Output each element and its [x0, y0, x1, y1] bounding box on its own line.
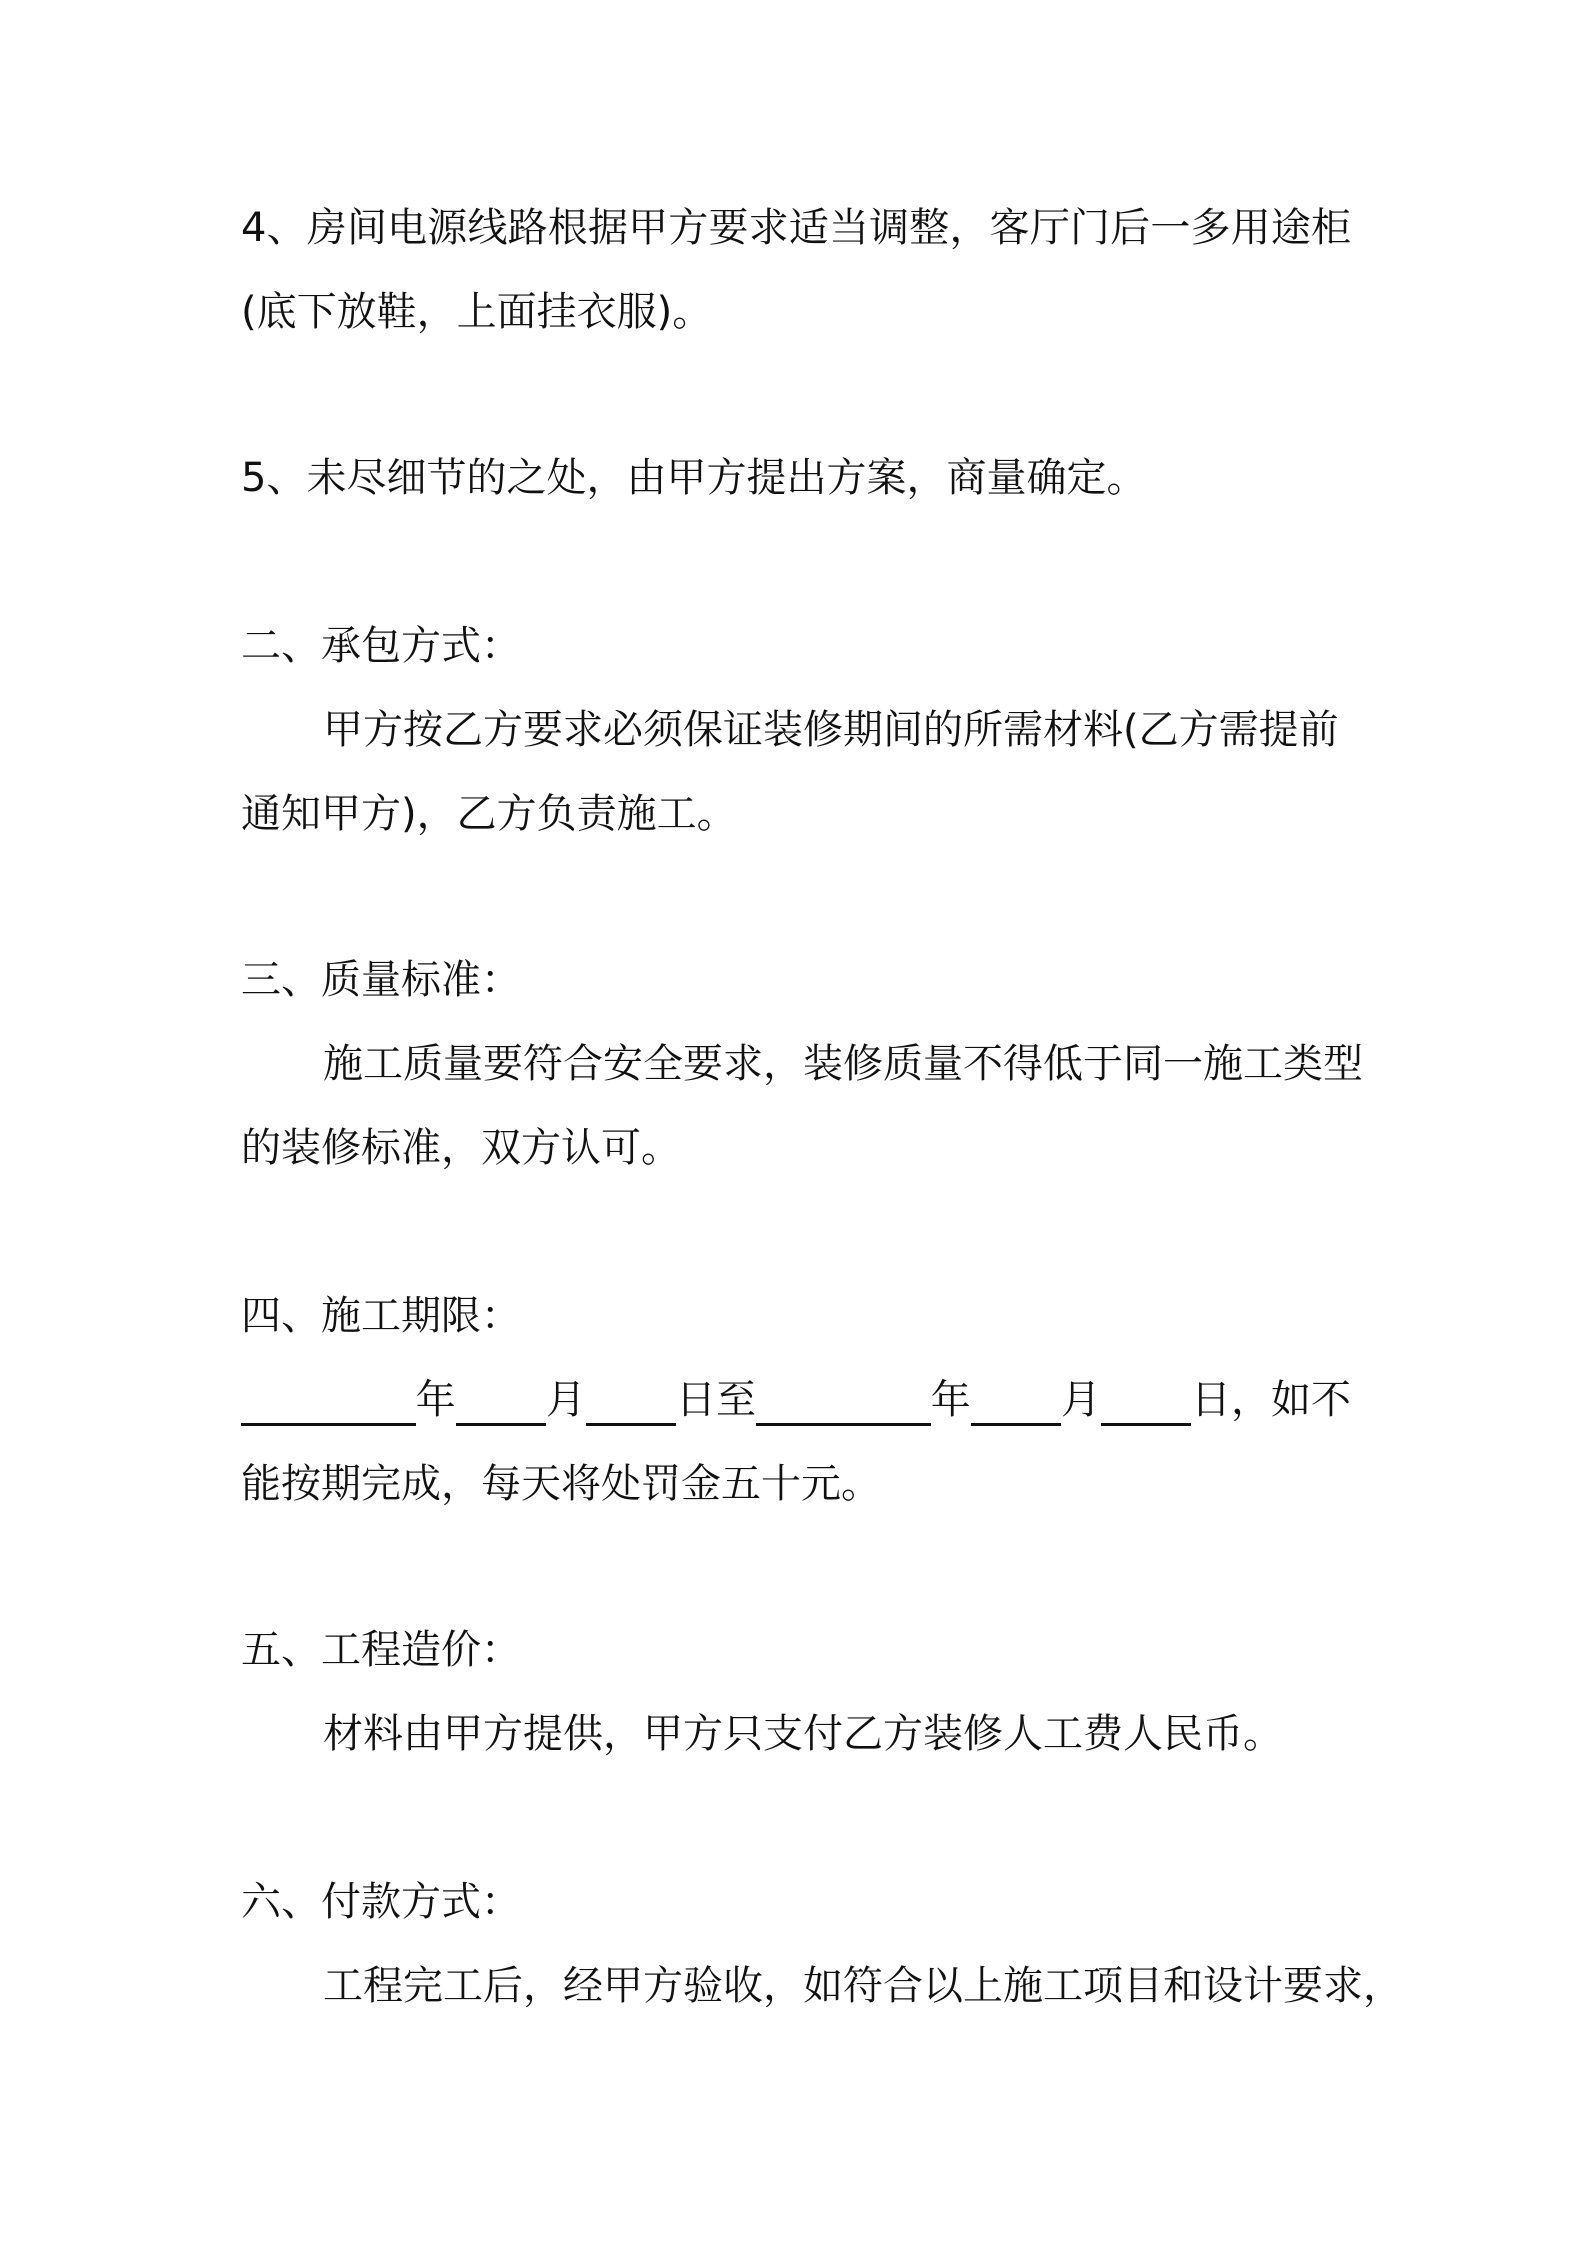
section-3-line-1: 施工质量要符合安全要求，装修质量不得低于同一施工类型: [323, 1041, 1363, 1087]
section-4-line-2: 能按期完成，每天将处罚金五十元。: [241, 1461, 881, 1507]
end-day-blank: [1101, 1383, 1191, 1426]
section-4-heading: 四、施工期限：: [241, 1293, 521, 1339]
start-month-blank: [456, 1383, 546, 1426]
start-day-label: 日至: [676, 1377, 756, 1423]
section-6-line-1: 工程完工后，经甲方验收，如符合以上施工项目和设计要求，: [323, 1963, 1403, 2009]
section-2-heading: 二、承包方式：: [241, 623, 521, 669]
section-3-heading: 三、质量标准：: [241, 957, 521, 1003]
section-2-line-1: 甲方按乙方要求必须保证装修期间的所需材料(乙方需提前: [323, 707, 1339, 753]
start-month-label: 月: [545, 1377, 586, 1423]
clause-4-line-2: (底下放鞋，上面挂衣服)。: [241, 289, 713, 335]
end-month-label: 月: [1060, 1377, 1101, 1423]
clause-4-line-1: 4、房间电源线路根据甲方要求适当调整，客厅门后一多用途柜: [241, 205, 1351, 251]
section-6-heading: 六、付款方式：: [241, 1879, 521, 1925]
section-3-line-2: 的装修标准，双方认可。: [241, 1125, 681, 1171]
end-year-blank: [756, 1383, 931, 1426]
section-5-line-1: 材料由甲方提供，甲方只支付乙方装修人工费人民币。: [323, 1711, 1283, 1757]
start-year-label: 年: [415, 1377, 456, 1423]
start-day-blank: [586, 1383, 676, 1426]
clause-5: 5、未尽细节的之处，由甲方提出方案，商量确定。: [241, 455, 1147, 501]
section-4-date-line: [241, 1374, 1351, 1426]
start-year-blank: [241, 1383, 416, 1426]
end-month-blank: [971, 1383, 1061, 1426]
end-year-label: 年: [930, 1377, 971, 1423]
section-2-line-2: 通知甲方)，乙方负责施工。: [241, 791, 737, 837]
section-5-heading: 五、工程造价：: [241, 1627, 521, 1673]
end-day-label: 日，如不: [1191, 1377, 1351, 1423]
